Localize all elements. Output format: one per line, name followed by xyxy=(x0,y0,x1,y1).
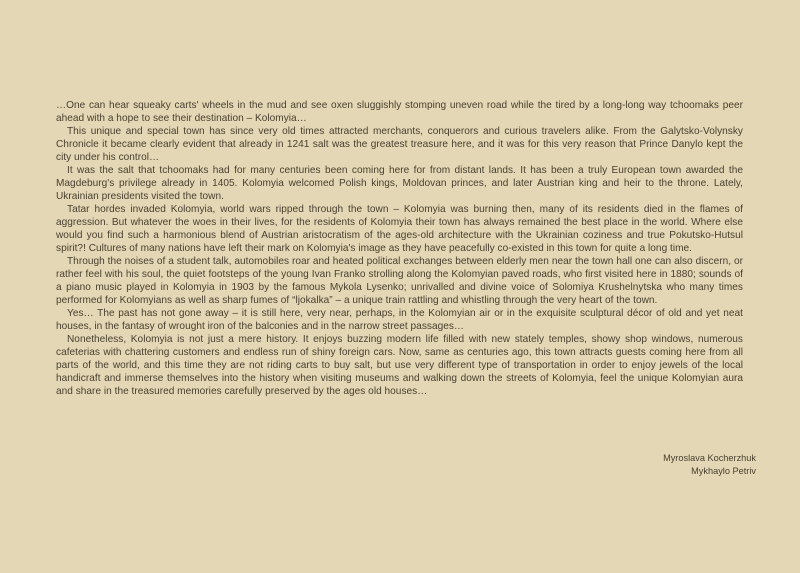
article-body xyxy=(56,99,743,398)
author-signature xyxy=(663,452,756,477)
paragraph-history: This unique and special town has since very old times attracted merchants, conquerors and curious travelers alike. From the Galytsko-Volynsky Chronicle it became clearly evident that already in 1241 salt was the greatest treasure here, and it was for this very reason that Prince Danylo kept the city under his control… xyxy=(56,126,743,163)
paragraph-salt: It was the salt that tchoomaks had for many centuries been coming here for from distant lands. It has been a truly European town awarded the Magdeburg's privilege already in 1405. Kolomyia welcomed Polish kings, Moldovan princes, and later Austrian king and heir to the throne. Lately, Ukrainian presidents visited the town. xyxy=(56,165,743,202)
paragraph-past: Yes… The past has not gone away – it is still here, very near, perhaps, in the Kolomyian air or in the exquisite sculptural décor of old and yet neat houses, in the fantasy of wrought iron of the balconies and in the narrow street passages… xyxy=(56,308,743,332)
paragraph-wars: Tatar hordes invaded Kolomyia, world wars ripped through the town – Kolomyia was burning then, many of its residents died in the flames of aggression. But whatever the woes in their lives, for the residents of Kolomyia their town has always remained the best place in the world. Where else would you find such a harmonious blend of Austrian aristocratism of the ages-old architecture with the Ukrainian coziness and true Pokutsko-Hutsul spirit?! Cultures of many nations have left their mark on Kolomyia's image as they have peacefully co-existed in this town for quite a long time. xyxy=(56,204,743,254)
paragraph-noises: Through the noises of a student talk, automobiles roar and heated political exchanges between elderly men near the town hall one can also discern, or rather feel with his soul, the quiet footsteps of the young Ivan Franko strolling along the Kolomyian paved roads, who first visited here in 1880; sounds of a piano music played in Kolomyia in 1903 by the famous Mykola Lysenko; unrivalled and divine voice of Solomiya Krushelnytska who many times performed for Kolomyians as well as sharp fumes of “ljokalka” – a unique train rattling and whistling through the very heart of the town. xyxy=(56,256,743,306)
author-name: Mykhaylo Petriv xyxy=(691,465,756,476)
author-name: Myroslava Kocherzhuk xyxy=(663,453,756,463)
paragraph-modern: Nonetheless, Kolomyia is not just a mere history. It enjoys buzzing modern life filled with new stately temples, showy shop windows, numerous cafeterias with chattering customers and endless run of shiny foreign cars. Now, same as centuries ago, this town attracts guests coming here from all parts of the world, and this time they are not riding carts to buy salt, but use very different type of transportation in order to enjoy jewels of the local handicraft and immerse themselves into the history when visiting museums and walking down the streets of Kolomyia, feel the unique Kolomyian aura and share in the treasured memories carefully preserved by the ages old houses… xyxy=(56,334,743,397)
paragraph-intro: …One can hear squeaky carts' wheels in the mud and see oxen sluggishly stomping uneven road while the tired by a long-long way tchoomaks peer ahead with a hope to see their destination – Kolomyia… xyxy=(56,100,743,124)
